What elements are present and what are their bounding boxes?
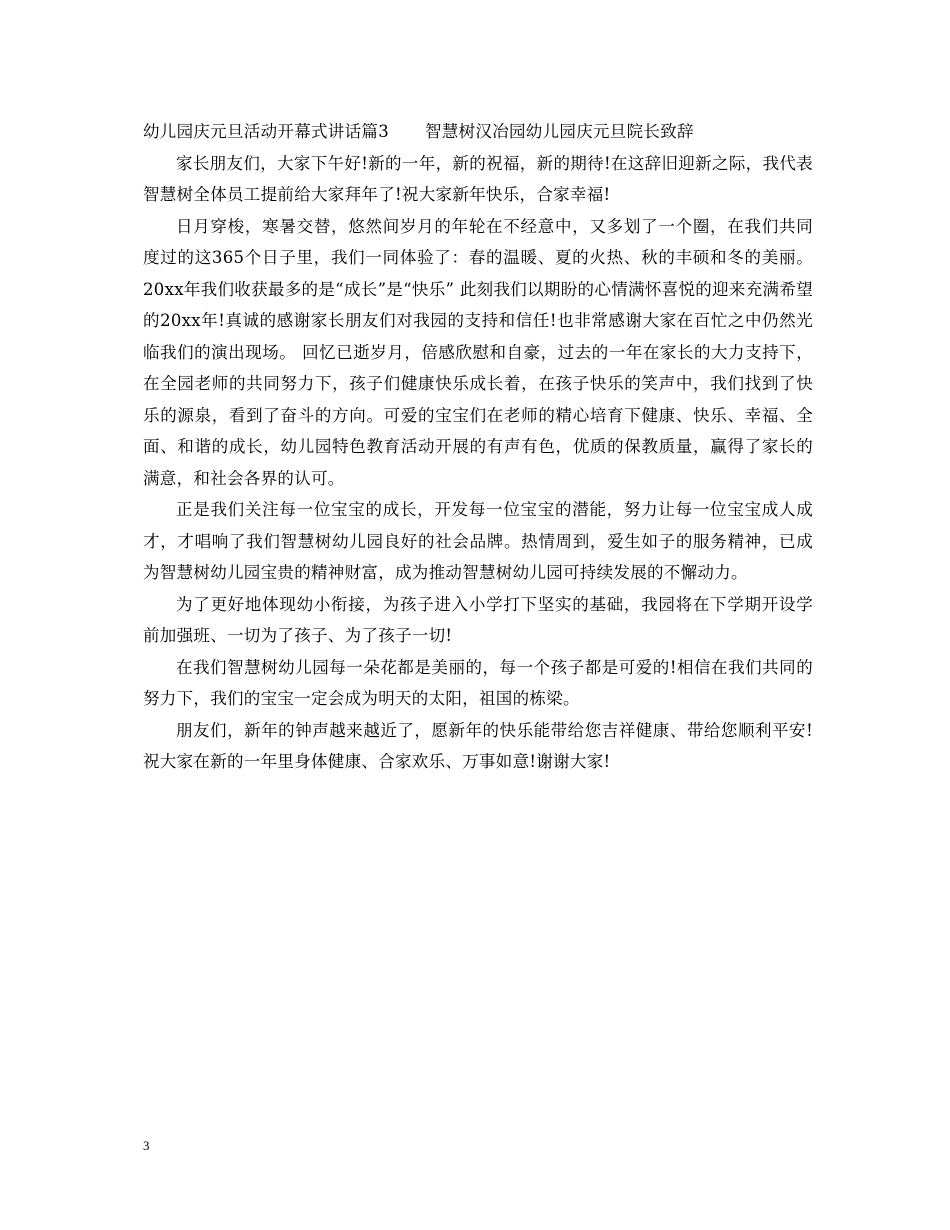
paragraph: 朋友们，新年的钟声越来越近了，愿新年的快乐能带给您吉祥健康、带给您顺利平安!祝大家在新的一年里身体健康、合家欢乐、万事如意!谢谢大家!: [143, 720, 813, 771]
paragraph: 正是我们关注每一位宝宝的成长，开发每一位宝宝的潜能，努力让每一位宝宝成人成才，才唱响了我们智慧树幼儿园良好的社会品牌。热情周到，爱生如子的服务精神，已成为智慧树幼儿园宝贵的精神财富，成为推动智慧树幼儿园可持续发展的不懈动力。: [143, 500, 813, 582]
document-title-line: [143, 116, 813, 148]
document-body: [143, 116, 813, 778]
title-left: 幼儿园庆元旦活动开幕式讲话篇3: [143, 122, 389, 141]
title-right: 智慧树汉冶园幼儿园庆元旦院长致辞: [425, 122, 694, 141]
paragraph: 为了更好地体现幼小衔接，为孩子进入小学打下坚实的基础，我园将在下学期开设学前加强班、一切为了孩子、为了孩子一切!: [143, 594, 813, 645]
paragraph: 日月穿梭，寒暑交替，悠然间岁月的年轮在不经意中，又多划了一个圈，在我们共同度过的这365个日子里，我们一同体验了：春的温暖、夏的火热、秋的丰硕和冬的美丽。20xx年我们收获最多的是“成长”是“快乐” 此刻我们以期盼的心情满怀喜悦的迎来充满希望的20xx年!真诚的感谢家长朋友们对我园的支持和信任!也非常感谢大家在百忙之中仍然光临我们的演出现场。 回忆已逝岁月，倍感欣慰和自豪，过去的一年在家长的大力支持下，在全园老师的共同努力下，孩子们健康快乐成长着，在孩子快乐的笑声中，我们找到了快乐的源泉，看到了奋斗的方向。可爱的宝宝们在老师的精心培育下健康、快乐、幸福、全面、和谐的成长，幼儿园特色教育活动开展的有声有色，优质的保教质量，赢得了家长的满意，和社会各界的认可。: [143, 216, 813, 488]
paragraph: 在我们智慧树幼儿园每一朵花都是美丽的，每一个孩子都是可爱的!相信在我们共同的努力下，我们的宝宝一定会成为明天的太阳，祖国的栋梁。: [143, 657, 813, 708]
paragraph: 家长朋友们，大家下午好!新的一年，新的祝福，新的期待!在这辞旧迎新之际，我代表智慧树全体员工提前给大家拜年了!祝大家新年快乐，合家幸福!: [143, 153, 813, 204]
page-number: 3: [143, 1138, 150, 1153]
